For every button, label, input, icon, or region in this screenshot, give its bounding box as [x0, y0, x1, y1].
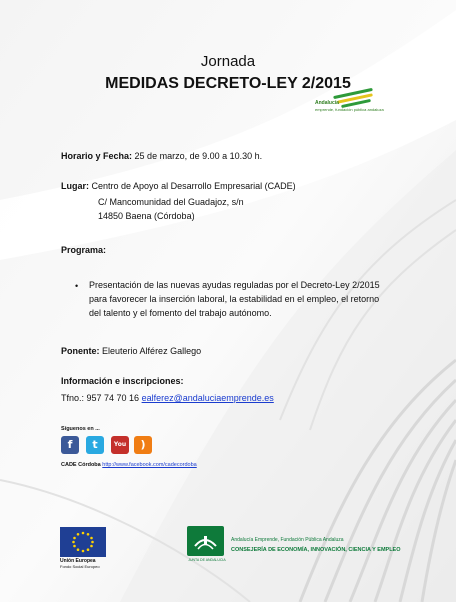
speaker-name: Eleuterio Alférez Gallego: [102, 346, 202, 356]
junta-andalucia-logo: [187, 526, 224, 556]
eu-stars-icon: [60, 527, 106, 557]
location-line2: C/ Mancomunidad del Guadajoz, s/n: [98, 197, 244, 207]
junta-label: JUNTA DE ANDALUCIA: [188, 558, 226, 562]
schedule-row: [61, 150, 262, 163]
junta-emblem-icon: [187, 526, 224, 556]
twitter-icon[interactable]: t: [86, 436, 104, 454]
eu-caption: Unión Europea Fondo Social Europeo: [60, 558, 100, 569]
event-title: MEDIDAS DECRETO-LEY 2/2015: [105, 75, 351, 92]
cade-facebook-link[interactable]: http://www.facebook.com/cadecordoba: [102, 462, 197, 468]
junta-line1: Andalucía Emprende, Fundación Pública Andaluza: [231, 537, 344, 543]
facebook-icon[interactable]: f: [61, 436, 79, 454]
bullet-icon: •: [75, 281, 79, 291]
location-label: Lugar:: [61, 181, 89, 191]
event-type: Jornada: [200, 53, 256, 70]
youtube-icon[interactable]: You: [111, 436, 129, 454]
social-label: Síguenos en ...: [61, 426, 100, 432]
info-label: Información e inscripciones:: [61, 376, 184, 386]
program-item: Presentación de las nuevas ayudas reguladas por el Decreto-Ley 2/2015 para favorecer la inserción laboral, la estabilidad en el empleo, el retorno del talento y el fomento del trabajo autónomo.: [89, 280, 380, 318]
speaker-label: Ponente:: [61, 346, 100, 356]
junta-line2: CONSEJERÍA DE ECONOMÍA, INNOVACIÓN, CIENCIA Y EMPLEO: [231, 547, 401, 553]
speaker-row: [61, 345, 201, 358]
rss-icon[interactable]: ): [134, 436, 152, 454]
schedule-label: Horario y Fecha:: [61, 151, 133, 161]
location-line1: Centro de Apoyo al Desarrollo Empresarial (CADE): [91, 181, 296, 191]
location-row: [61, 180, 296, 193]
location-line3: 14850 Baena (Córdoba): [98, 211, 195, 221]
program-label: Programa:: [61, 245, 107, 255]
contact-row: [61, 392, 274, 405]
eu-flag-logo: [60, 527, 106, 557]
andalucia-emprende-logo: Andalucía emprende, fundación pública andaluza: [315, 88, 377, 118]
phone: Tfno.: 957 74 70 16: [61, 393, 140, 403]
schedule-value: 25 de marzo, de 9.00 a 10.30 h.: [134, 151, 263, 161]
email-link[interactable]: ealferez@andaluciaemprende.es: [141, 393, 274, 403]
cade-label: CADE Córdoba: [61, 462, 101, 468]
cade-row: [61, 462, 197, 468]
